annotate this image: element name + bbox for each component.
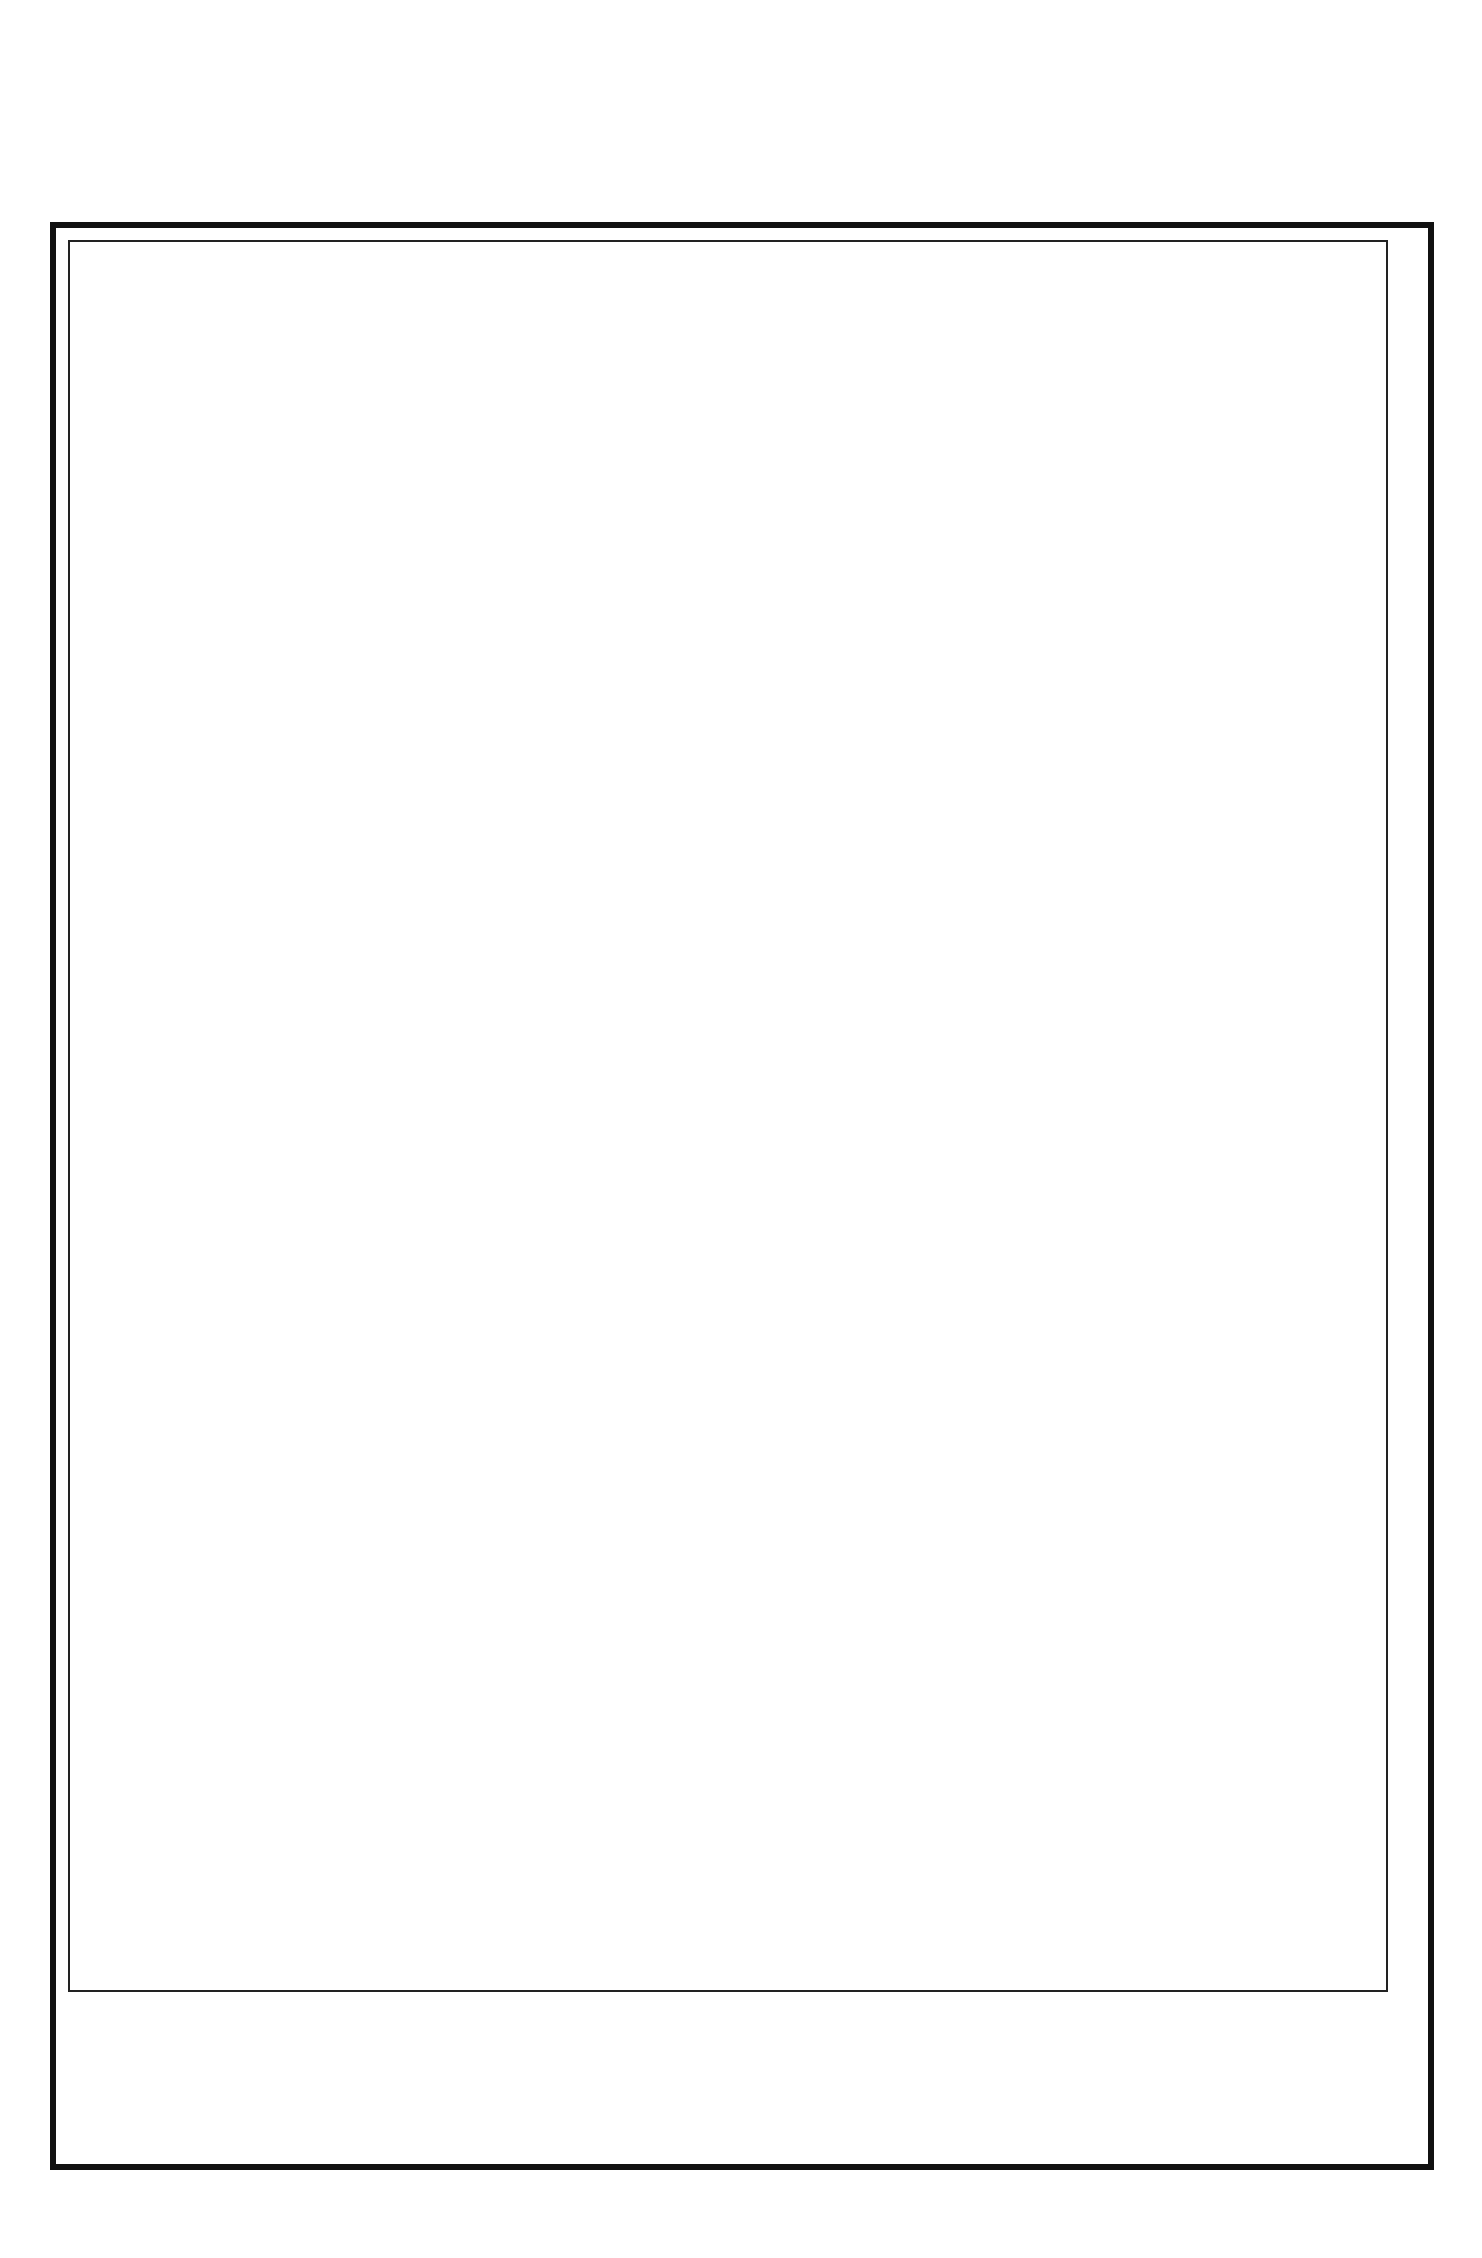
inner-frame [68,240,1388,1992]
